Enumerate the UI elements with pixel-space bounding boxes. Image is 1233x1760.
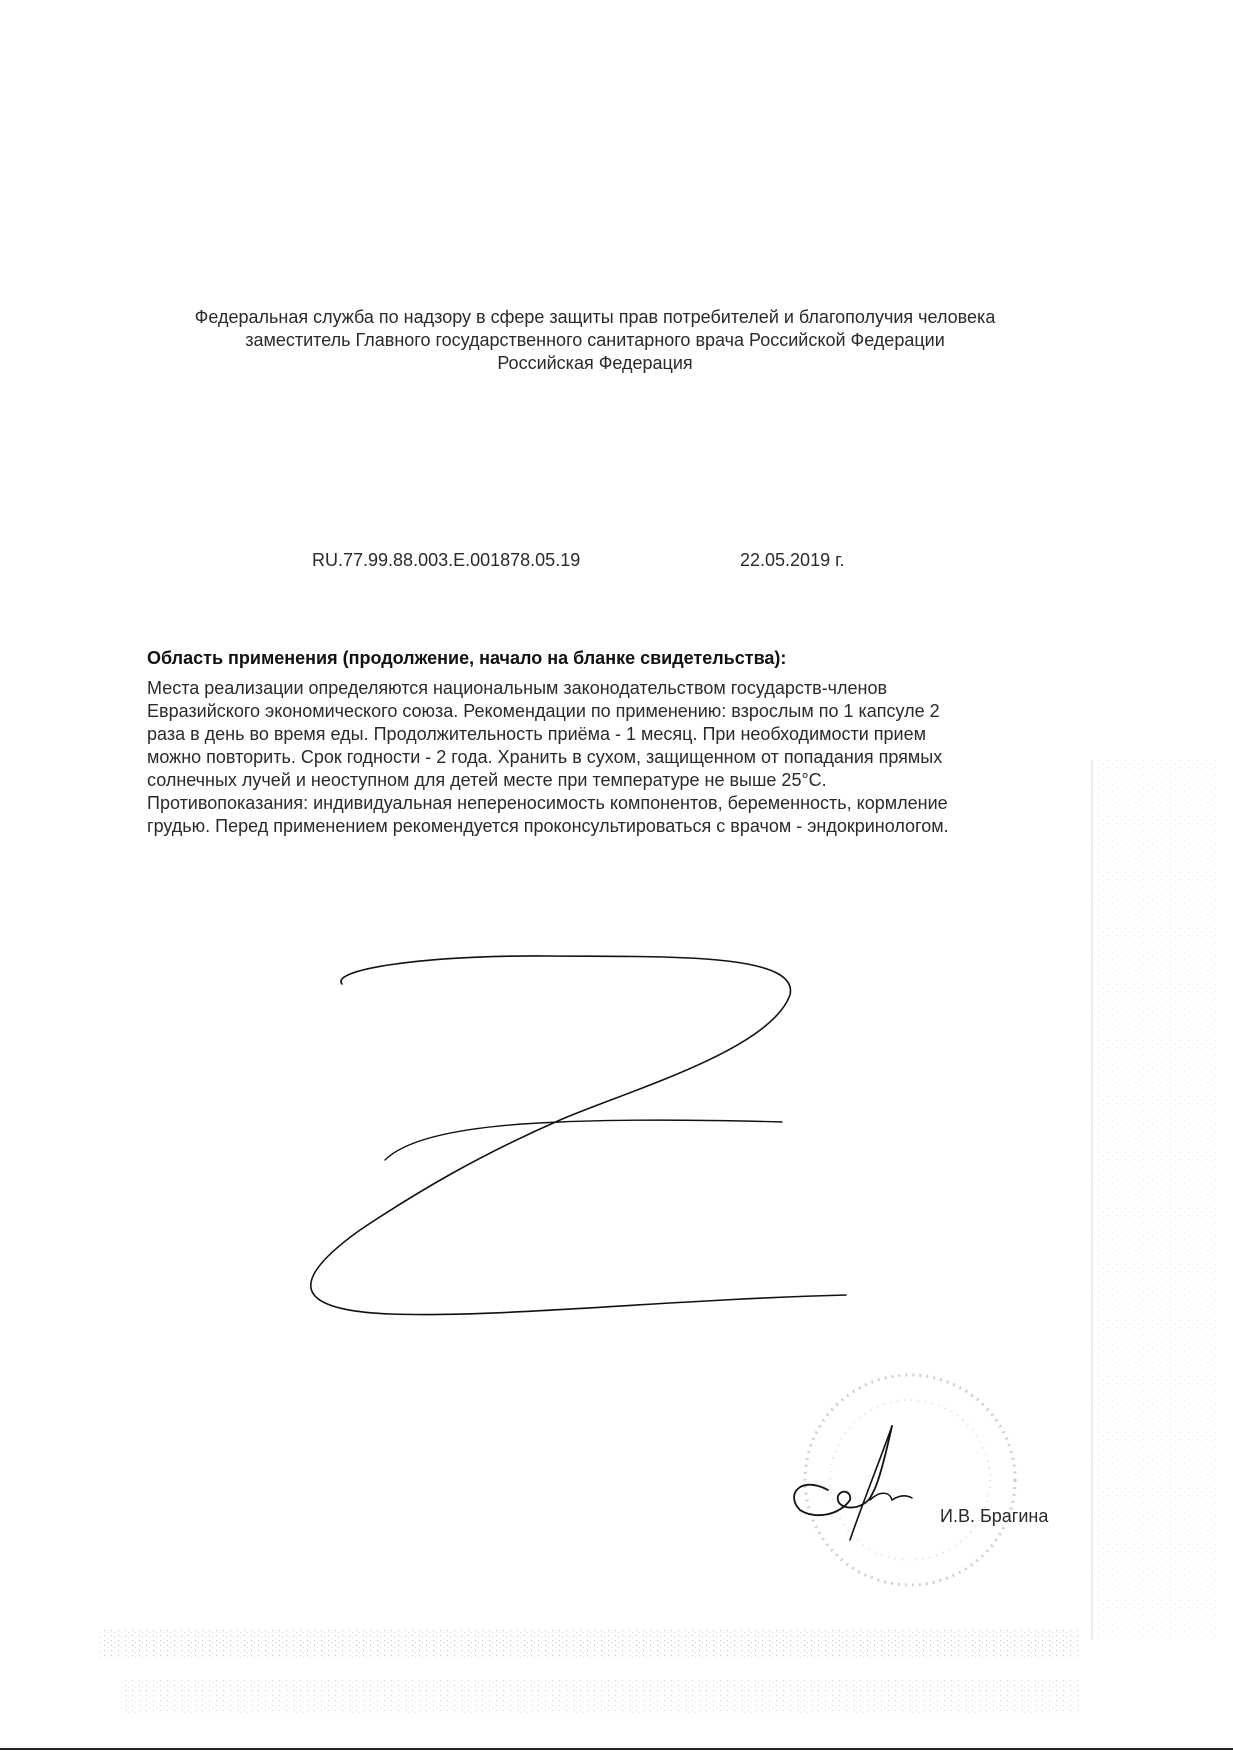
registration-date: 22.05.2019 г. (740, 550, 845, 570)
scan-artifact-noise (90, 1620, 1100, 1730)
scan-edge-noise (1080, 760, 1230, 1660)
handwritten-signature-icon (780, 1420, 930, 1550)
section-line: солнечных лучей и неоступном для детей месте при температуре не выше 25°С. (147, 770, 827, 790)
section-line: Евразийского экономического союза. Рекомендации по применению: взрослым по 1 капсуле 2 (147, 701, 940, 721)
section-body (147, 677, 1067, 838)
issuer-line-2: заместитель Главного государственного санитарного врача Российской Федерации (245, 330, 945, 350)
section-line: Противопоказания: индивидуальная непереносимость компонентов, беременность, кормление (147, 793, 948, 813)
section-line: можно повторить. Срок годности - 2 года. Хранить в сухом, защищенном от попадания прямых (147, 747, 943, 767)
section-line: раза в день во время еды. Продолжительность приёма - 1 месяц. При необходимости прием (147, 724, 927, 744)
section-line: Места реализации определяются национальным законодательством государств-членов (147, 678, 888, 698)
signer-name: И.В. Брагина (940, 1506, 1049, 1526)
page-bottom-edge (0, 1748, 1233, 1750)
registration-number: RU.77.99.88.003.Е.001878.05.19 (312, 550, 581, 570)
issuer-line-3: Российская Федерация (497, 353, 693, 373)
issuer-line-1: Федеральная служба по надзору в сфере защиты прав потребителей и благополучия человека (194, 307, 996, 327)
section-title: Область применения (продолжение, начало на бланке свидетельства): (147, 648, 787, 668)
issuer-header (0, 306, 1190, 375)
section-line: грудью. Перед применением рекомендуется проконсультироваться с врачом - эндокринологом. (147, 816, 949, 836)
blank-space-cancellation-mark (300, 940, 860, 1330)
